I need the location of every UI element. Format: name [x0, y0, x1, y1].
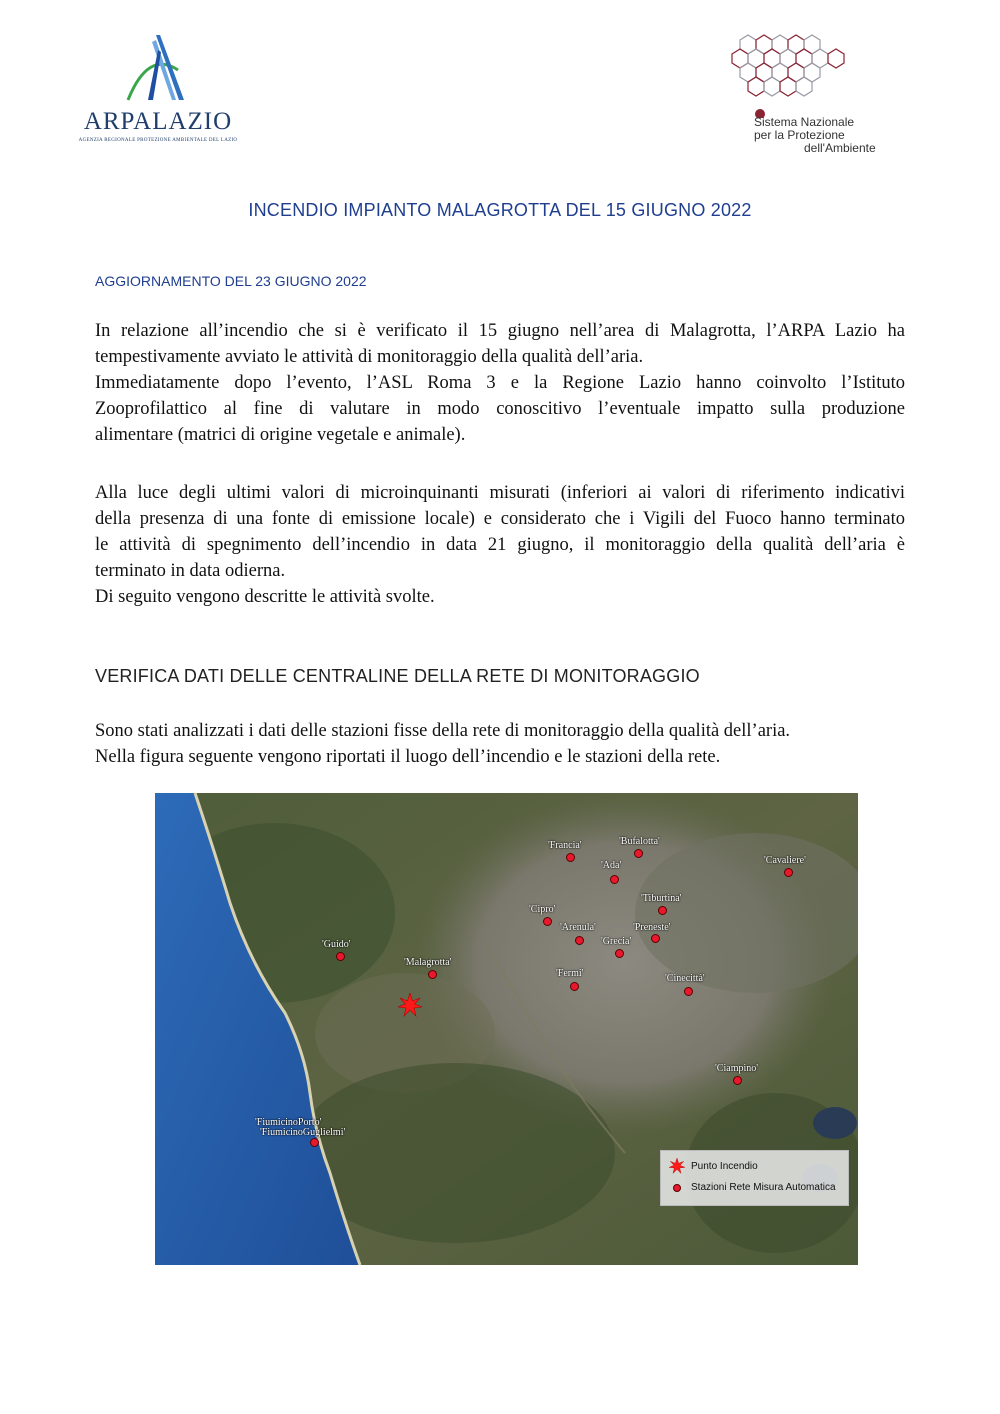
- station-fermi-label: 'Fermi': [556, 968, 584, 979]
- snpa-logo: [720, 28, 925, 158]
- paragraph-line: Nella figura seguente vengono riportati il luogo dell’incendio e le stazioni della rete.: [95, 747, 721, 767]
- legend-stations-label: Stazioni Rete Misura Automatica: [691, 1182, 836, 1193]
- station-malagrotta-dot: [428, 970, 437, 979]
- arpa-subtitle: AGENZIA REGIONALE PROTEZIONE AMBIENTALE DEL LAZIO: [78, 138, 238, 143]
- station-ada-label: 'Ada': [601, 860, 622, 871]
- document-title: INCENDIO IMPIANTO MALAGROTTA DEL 15 GIUGNO 2022: [248, 200, 752, 220]
- station-cavaliere-dot: [784, 868, 793, 877]
- snpa-hexagon-logo-icon: [720, 28, 850, 118]
- station-tiburtina-label: 'Tiburtina': [641, 893, 682, 904]
- station-grecia-dot: [615, 949, 624, 958]
- snpa-text: [754, 116, 924, 155]
- station-cinecitta-label: 'Cinecittà': [665, 973, 705, 984]
- station-dot-icon: [673, 1184, 681, 1192]
- paragraph-line: Zooprofilattico al fine di valutare in modo conoscitivo l’eventuale impatto sulla produzione: [95, 399, 905, 419]
- map-legend: [660, 1150, 849, 1206]
- station-fiumicinoporto-label: 'FiumicinoPorto': [255, 1117, 322, 1128]
- station-cavaliere-label: 'Cavaliere': [764, 855, 806, 866]
- station-francia-label: 'Francia': [548, 840, 582, 851]
- station-cinecitta-dot: [684, 987, 693, 996]
- legend-fire-label: Punto Incendio: [691, 1161, 758, 1172]
- station-cipro-label: 'Cipro': [529, 904, 556, 915]
- paragraph-line: Di seguito vengono descritte le attività svolte.: [95, 587, 435, 607]
- paragraph-line: Alla luce degli ultimi valori di microinquinanti misurati (inferiori ai valori di riferimento indicativi: [95, 483, 905, 503]
- paragraph-3: [95, 718, 905, 770]
- station-bufalotta-label: 'Bufalotta': [619, 836, 660, 847]
- paragraph-line: terminato in data odierna.: [95, 561, 286, 581]
- paragraph-line: Immediatamente dopo l’evento, l’ASL Roma 3 e la Regione Lazio hanno coinvolto l’Istituto: [95, 373, 905, 393]
- station-bufalotta-dot: [634, 849, 643, 858]
- fire-point-icon: [669, 1158, 685, 1174]
- arpa-lazio-logo: [78, 30, 238, 150]
- station-cipro-dot: [543, 917, 552, 926]
- section-title: VERIFICA DATI DELLE CENTRALINE DELLA RETE DI MONITORAGGIO: [95, 666, 700, 686]
- station-guido-dot: [336, 952, 345, 961]
- paragraph-line: tempestivamente avviato le attività di monitoraggio della qualità dell’aria.: [95, 347, 644, 367]
- fire-point-icon: [398, 993, 422, 1017]
- station-arenula-dot: [575, 936, 584, 945]
- station-ada-dot: [610, 875, 619, 884]
- station-francia-dot: [566, 853, 575, 862]
- snpa-line2: per la Protezione: [754, 128, 845, 142]
- paragraph-1: [95, 318, 905, 448]
- snpa-line3: dell'Ambiente: [804, 141, 876, 155]
- satellite-map: [155, 793, 858, 1265]
- paragraph-line: Sono stati analizzati i dati delle stazioni fisse della rete di monitoraggio della qualità dell’aria.: [95, 721, 791, 741]
- station-grecia-label: 'Grecia': [601, 936, 632, 947]
- paragraph-line: alimentare (matrici di origine vegetale e animale).: [95, 425, 466, 445]
- station-guido-label: 'Guido': [322, 939, 351, 950]
- station-preneste-label: 'Preneste': [633, 922, 671, 933]
- station-fiumicinoguglielmi-label: 'FiumicinoGuglielmi': [260, 1127, 346, 1138]
- station-ciampino-label: 'Ciampino': [715, 1063, 759, 1074]
- station-fiumicino-dot: [310, 1138, 319, 1147]
- station-fermi-dot: [570, 982, 579, 991]
- paragraph-2: [95, 480, 905, 610]
- paragraph-line: della presenza di una fonte di emissione locale) e considerato che i Vigili del Fuoco hanno terminato: [95, 509, 905, 529]
- arpa-lazio-logo-icon: [118, 30, 198, 105]
- paragraph-line: In relazione all’incendio che si è verificato il 15 giugno nell’area di Malagrotta, l’ARPA Lazio ha: [95, 321, 905, 341]
- arpa-name: ARPALAZIO: [83, 108, 233, 135]
- station-arenula-label: 'Arenula': [560, 922, 596, 933]
- station-ciampino-dot: [733, 1076, 742, 1085]
- update-date: AGGIORNAMENTO DEL 23 GIUGNO 2022: [95, 273, 367, 289]
- station-preneste-dot: [651, 934, 660, 943]
- station-tiburtina-dot: [658, 906, 667, 915]
- snpa-line1: Sistema Nazionale: [754, 115, 855, 129]
- paragraph-line: le attività di spegnimento dell’incendio in data 21 giugno, il monitoraggio della qualità dell’aria è: [95, 535, 905, 555]
- station-malagrotta-label: 'Malagrotta': [404, 957, 452, 968]
